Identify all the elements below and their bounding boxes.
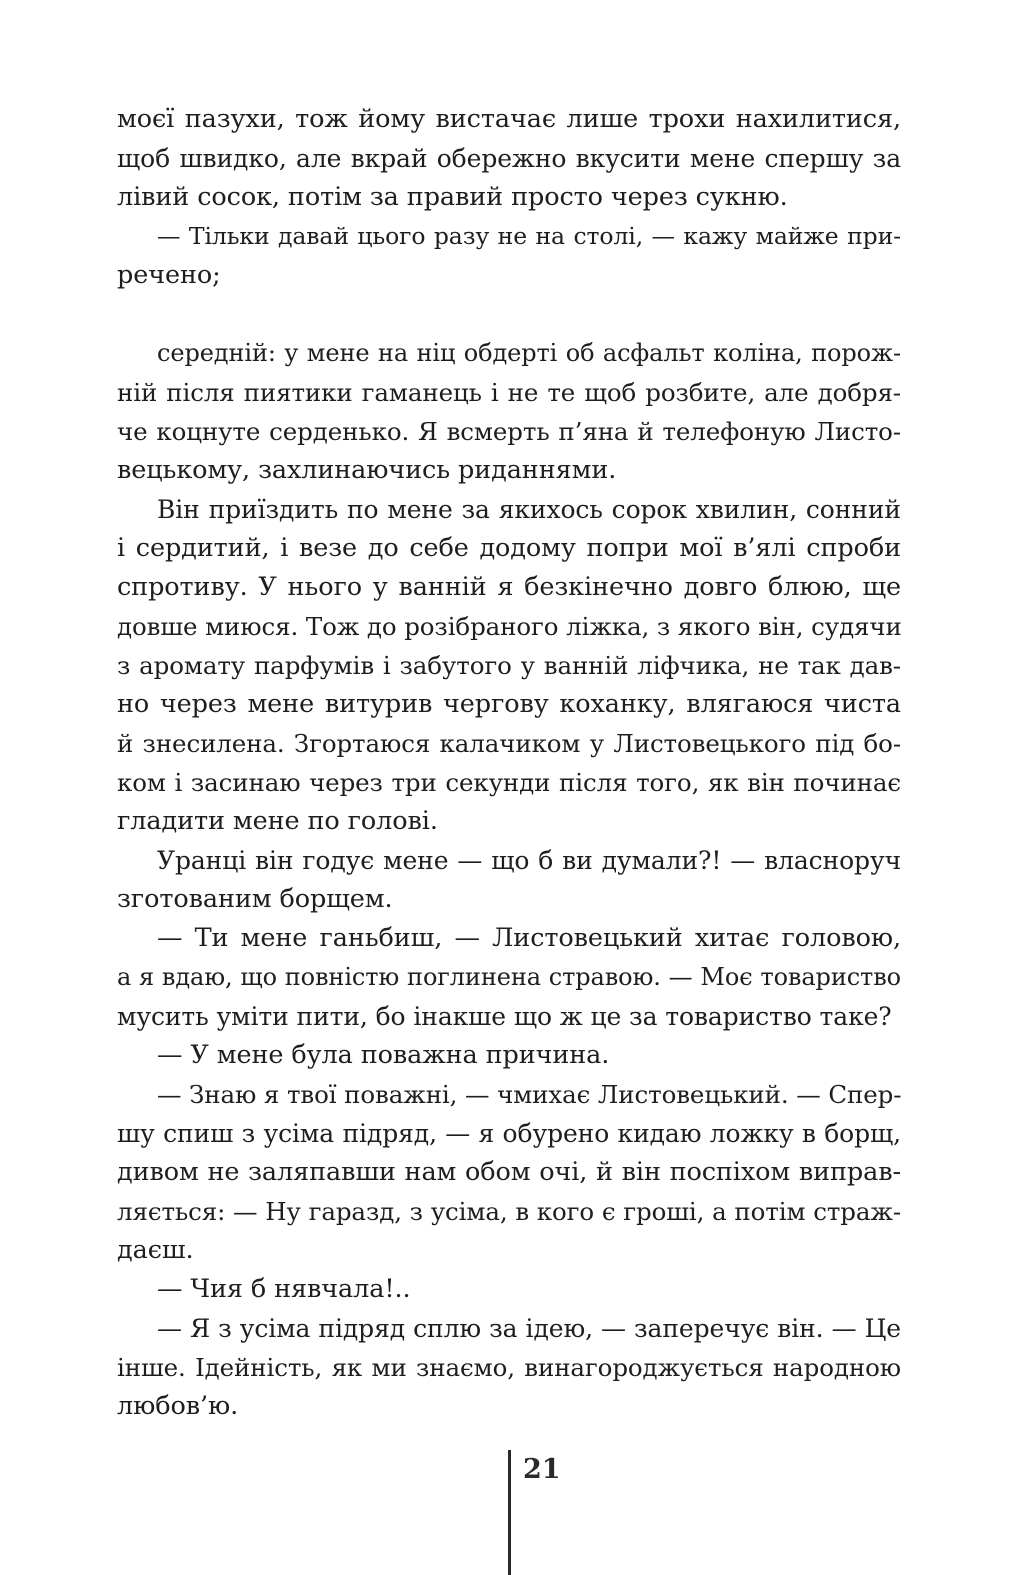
page-body	[117, 100, 901, 1426]
text-line: і сердитий, і везе до себе додому попри мої в’ялі спроби	[117, 533, 901, 563]
footer-rule	[508, 1450, 511, 1575]
text-line: — Чия б нявчала!..	[157, 1274, 411, 1304]
text-line: довше миюся. Тож до розібраного ліжка, з якого він, судячи	[117, 612, 902, 641]
text-line: вецькому, захлинаючись риданнями.	[117, 455, 617, 485]
page-number: 21	[523, 1454, 561, 1485]
text-line: даєш.	[117, 1235, 194, 1265]
text-line: мусить уміти пити, бо інакше що ж це за товариство таке?	[117, 1002, 892, 1031]
text-line: й знесилена. Згортаюся калачиком у Листовецького під бо-	[117, 729, 901, 758]
text-line: зготованим борщем.	[117, 884, 393, 914]
text-line: — Я з усіма підряд сплю за ідею, — заперечує він. — Це	[157, 1314, 901, 1343]
text-line: речено;	[117, 260, 221, 290]
text-line: — Ти мене ганьбиш, — Листовецький хитає головою,	[157, 923, 901, 953]
text-line: Він приїздить по мене за якихось сорок хвилин, сонний	[157, 495, 901, 524]
text-line: а я вдаю, що повністю поглинена стравою. — Моє товариство	[117, 963, 901, 991]
text-line: но через мене витурив чергову коханку, влягаюся чиста	[117, 689, 901, 719]
text-line: че коцнуте серденько. Я всмерть п’яна й телефоную Листо-	[117, 417, 901, 446]
text-line: гладити мене по голові.	[117, 806, 438, 836]
text-line: дивом не заляпавши нам обом очі, й він поспіхом виправ-	[117, 1157, 901, 1187]
text-line: — Знаю я твої поважні, — чмихає Листовецький. — Спер-	[157, 1080, 902, 1109]
text-line: Уранці він годує мене — що б ви думали?! — власноруч	[157, 846, 901, 875]
text-line: — У мене була поважна причина.	[157, 1040, 610, 1070]
text-line: щоб швидко, але вкрай обережно вкусити мене спершу за	[117, 144, 901, 173]
text-line: ній після пиятики гаманець і не те щоб розбите, але добря-	[117, 378, 901, 407]
text-line: спротиву. У нього у ванній я безкінечно довго блюю, ще	[117, 572, 901, 602]
text-line: інше. Ідейність, як ми знаємо, винагороджується народною	[117, 1353, 901, 1382]
text-line: моєї пазухи, тож йому вистачає лише трохи нахилитися,	[117, 104, 901, 134]
text-line: шу спиш з усіма підряд, — я обурено кидаю ложку в борщ,	[117, 1119, 901, 1148]
text-line: любов’ю.	[117, 1391, 239, 1421]
text-line: лівий сосок, потім за правий просто через сукню.	[117, 182, 788, 212]
text-line: — Тільки давай цього разу не на столі, — кажу майже при-	[157, 222, 901, 250]
text-line: з аромату парфумів і забутого у ванній ліфчика, не так дав-	[117, 651, 901, 680]
section-gap	[117, 295, 901, 334]
text-line: ком і засинаю через три секунди після того, як він починає	[117, 768, 901, 797]
text-line: середній: у мене на ніц обдерті об асфальт коліна, порож-	[157, 339, 901, 367]
text-line: ляється: — Ну гаразд, з усіма, в кого є гроші, а потім страж-	[117, 1197, 901, 1226]
